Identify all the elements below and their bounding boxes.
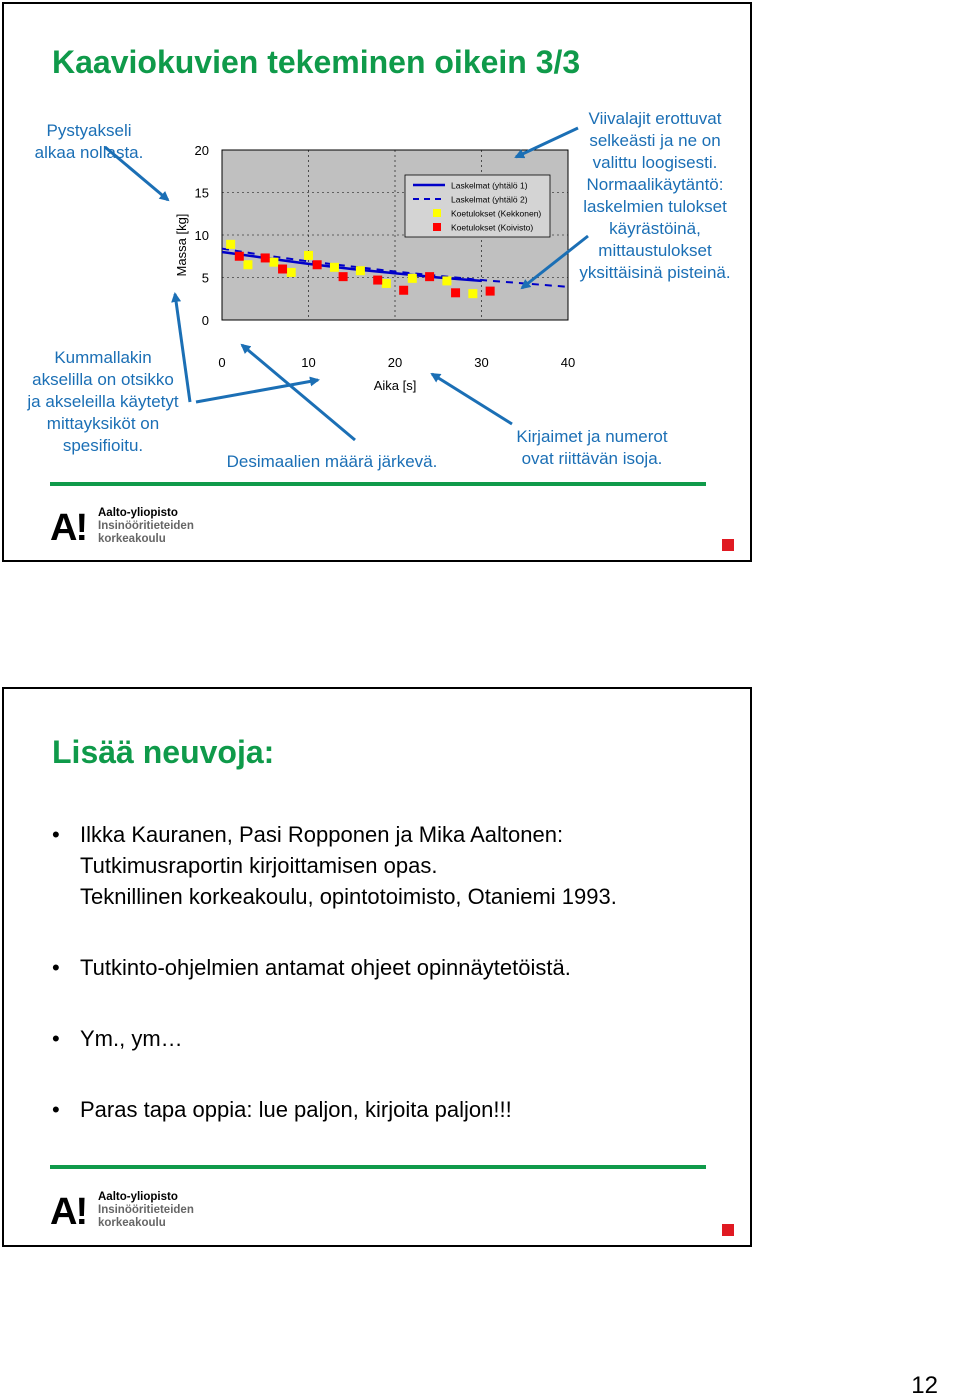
list-item-line: Teknillinen korkeakoulu, opintotoimisto, Otaniemi 1993.	[80, 884, 617, 909]
x-tick-label: 30	[474, 355, 489, 370]
red-square-icon	[722, 1224, 734, 1236]
list-item	[52, 1023, 732, 1054]
y-tick-label: 20	[194, 143, 209, 158]
data-point	[442, 276, 451, 285]
note-line: spesifioitu.	[62, 436, 144, 455]
legend-label: Koetulokset (Koivisto)	[451, 222, 534, 233]
data-point	[425, 272, 434, 281]
data-point	[235, 252, 244, 261]
data-point	[243, 260, 252, 269]
mass-time-chart	[0, 0, 960, 600]
data-point	[269, 258, 278, 267]
list-item-line: Paras tapa oppia: lue paljon, kirjoita paljon!!!	[80, 1097, 512, 1122]
legend-label: Laskelmat (yhtälö 1)	[451, 180, 528, 191]
note-line: ovat riittävän isoja.	[521, 449, 663, 468]
decimals-note: Desimaalien määrä järkevä.	[226, 452, 438, 471]
slide-title: Kaaviokuvien tekeminen oikein 3/3	[52, 44, 581, 80]
data-point	[451, 288, 460, 297]
logo-mark: A!	[50, 1191, 87, 1233]
y-axis-title: Massa [kg]	[174, 213, 189, 277]
data-point	[468, 289, 477, 298]
list-item	[52, 819, 732, 912]
data-point	[261, 253, 270, 262]
logo-line-3: korkeakoulu	[98, 533, 166, 545]
data-point	[408, 274, 417, 283]
bullet-icon: •	[52, 1097, 60, 1122]
note-line: Kirjaimet ja numerot	[516, 427, 668, 446]
note-line: yksittäisinä pisteinä.	[579, 263, 731, 282]
divider-bar	[50, 1165, 706, 1169]
logo-line-2: Insinööritieteiden	[98, 1204, 194, 1216]
note-line: selkeästi ja ne on	[589, 131, 721, 150]
data-point	[399, 286, 408, 295]
data-point	[339, 272, 348, 281]
note-line: mittaustulokset	[598, 241, 712, 260]
page-number: 12	[911, 1372, 938, 1399]
arrow-to-x-axis-title	[196, 380, 318, 402]
aalto-logo	[50, 1191, 210, 1231]
data-point	[313, 260, 322, 269]
note-line: mittayksiköt on	[46, 414, 160, 433]
x-tick-label: 40	[560, 355, 576, 370]
list-item-line: Ilkka Kauranen, Pasi Ropponen ja Mika Aaltonen:	[80, 822, 564, 847]
data-point	[304, 251, 313, 260]
x-tick-label: 10	[301, 355, 316, 370]
slide-2	[2, 687, 752, 1247]
data-point	[278, 265, 287, 274]
y-tick-label: 0	[201, 313, 209, 328]
note-line: akselilla on otsikko	[32, 370, 174, 389]
data-point	[356, 266, 365, 275]
legend-swatch	[433, 223, 441, 231]
legend-label: Koetulokset (Kekkonen)	[451, 208, 542, 219]
advice-list	[52, 819, 732, 1165]
logo-line-3: korkeakoulu	[98, 1217, 166, 1229]
bullet-icon: •	[52, 955, 60, 980]
data-point	[287, 268, 296, 277]
data-point	[373, 276, 382, 285]
note-line: Kummallakin	[54, 348, 152, 367]
list-item	[52, 952, 732, 983]
slide-title: Lisää neuvoja:	[52, 734, 275, 770]
note-line: valittu loogisesti.	[592, 153, 718, 172]
x-axis-title: Aika [s]	[373, 378, 417, 393]
arrow-to-decimals	[242, 345, 355, 440]
note-line: Pystyakseli	[46, 121, 132, 140]
x-tick-label: 0	[218, 355, 226, 370]
y-tick-label: 5	[201, 270, 209, 286]
list-item-line: Tutkimusraportin kirjoittamisen opas.	[80, 853, 438, 878]
data-point	[330, 263, 339, 272]
y-tick-label: 10	[194, 228, 209, 243]
legend-swatch	[433, 209, 441, 217]
y-tick-label: 15	[194, 185, 209, 201]
note-line: ja akseleilla käytetyt	[27, 392, 179, 411]
note-line: Viivalajit erottuvat	[588, 109, 722, 128]
arrow-to-tick-labels	[432, 374, 512, 424]
data-point	[226, 240, 235, 249]
arrow-to-y-axis	[105, 147, 168, 200]
note-line: laskelmien tulokset	[583, 197, 727, 216]
note-line: käyrästöinä,	[609, 219, 701, 238]
list-item	[52, 1094, 732, 1125]
data-point	[382, 279, 391, 288]
note-line: alkaa nollasta.	[34, 143, 144, 162]
legend-label: Laskelmat (yhtälö 2)	[451, 194, 528, 205]
x-tick-label: 20	[387, 355, 403, 370]
logo-line-1: Aalto-yliopisto	[98, 507, 178, 519]
bullet-icon: •	[52, 822, 60, 847]
logo-mark: A!	[50, 507, 87, 549]
data-point	[486, 287, 495, 296]
arrow-to-y-axis-title	[175, 294, 190, 402]
bullet-icon: •	[52, 1026, 60, 1051]
list-item-line: Tutkinto-ohjelmien antamat ohjeet opinnäytetöistä.	[80, 955, 571, 980]
logo-line-1: Aalto-yliopisto	[98, 1191, 178, 1203]
logo-line-2: Insinööritieteiden	[98, 520, 194, 532]
note-line: Normaalikäytäntö:	[586, 175, 724, 194]
list-item-line: Ym., ym…	[80, 1026, 183, 1051]
